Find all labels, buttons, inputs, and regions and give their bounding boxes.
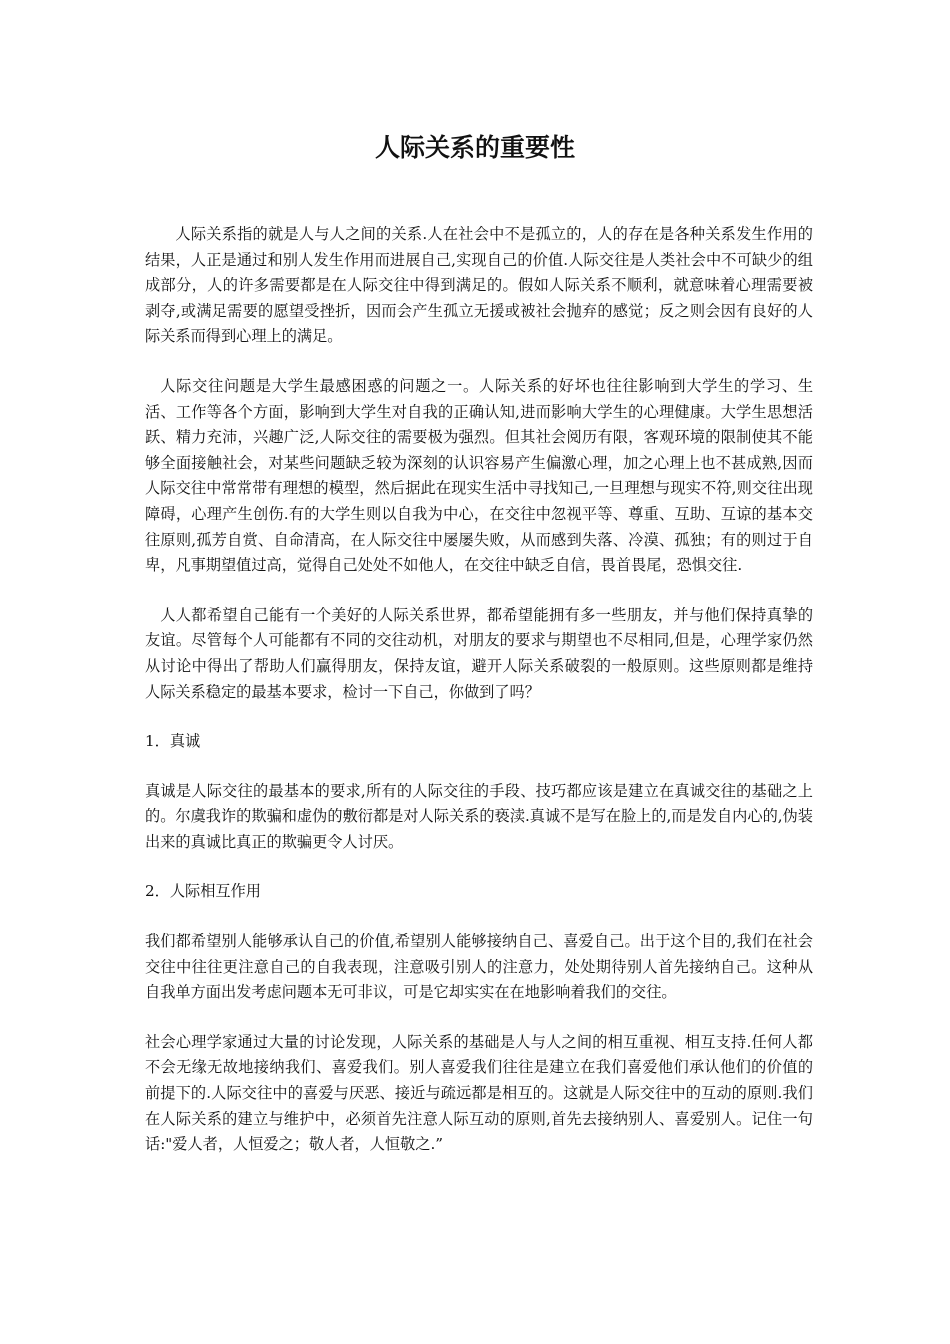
document-title: 人际关系的重要性 xyxy=(374,133,575,162)
paragraph-interaction-1: 我们都希望别人能够承认自己的价值,希望别人能够接纳自己、喜爱自己。出于这个目的,我们在社会交往中往往更注意自己的自我表现，注意吸引别人的注意力，处处期待别人首先接纳自己。这种从自我单方面出发考虑问题本无可非议，可是它却实实在在地影响着我们的交往。 xyxy=(145,932,813,1002)
section-heading-interaction: 2．人际相互作用 xyxy=(145,882,261,901)
section-heading-sincerity: 1．真诚 xyxy=(145,732,201,751)
paragraph-students: 人际交往问题是大学生最感困惑的问题之一。人际关系的好坏也往往影响到大学生的学习、生活、工作等各个方面，影响到大学生对自我的正确认知,进而影响大学生的心理健康。大学生思想活跃、精力充沛，兴趣广泛,人际交往的需要极为强烈。但其社会阅历有限，客观环境的限制使其不能够全面接触社会，对某些问题缺乏较为深刻的认识容易产生偏激心理，加之心理上也不甚成熟,因而人际交往中常常带有理想的模型，然后据此在现实生活中寻找知己,一旦理想与现实不符,则交往出现障碍，心理产生创伤.有的大学生则以自我为中心，在交往中忽视平等、尊重、互助、互谅的基本交往原则,孤芳自赏、自命清高，在人际交往中屡屡失败，从而感到失落、冷漠、孤独；有的则过于自卑，凡事期望值过高，觉得自己处处不如他人，在交往中缺乏自信，畏首畏尾，恐惧交往. xyxy=(145,376,813,575)
paragraph-sincerity: 真诚是人际交往的最基本的要求,所有的人际交往的手段、技巧都应该是建立在真诚交往的基础之上的。尔虞我诈的欺骗和虚伪的敷衍都是对人际关系的亵渎.真诚不是写在脸上的,而是发自内心的,伪装出来的真诚比真正的欺骗更令人讨厌。 xyxy=(145,781,813,851)
paragraph-intro: 人际关系指的就是人与人之间的关系.人在社会中不是孤立的，人的存在是各种关系发生作用的结果，人正是通过和别人发生作用而进展自己,实现自己的价值.人际交往是人类社会中不可缺少的组成部分，人的许多需要都是在人际交往中得到满足的。假如人际关系不顺利，就意味着心理需要被剥夺,或满足需要的愿望受挫折，因而会产生孤立无援或被社会抛弃的感觉；反之则会因有良好的人际关系而得到心理上的满足。 xyxy=(145,225,813,346)
paragraph-interaction-2: 社会心理学家通过大量的讨论发现，人际关系的基础是人与人之间的相互重视、相互支持.任何人都不会无缘无故地接纳我们、喜爱我们。别人喜爱我们往往是建立在我们喜爱他们承认他们的价值的前提下的.人际交往中的喜爱与厌恶、接近与疏远都是相互的。这就是人际交往中的互动的原则.我们在人际关系的建立与维护中，必须首先注意人际互动的原则,首先去接纳别人、喜爱别人。记住一句话:"爱人者，人恒爱之；敬人者，人恒敬之.” xyxy=(145,1032,813,1154)
paragraph-principles: 人人都希望自己能有一个美好的人际关系世界，都希望能拥有多一些朋友，并与他们保持真挚的友谊。尽管每个人可能都有不同的交往动机，对朋友的要求与期望也不尽相同,但是，心理学家仍然从讨论中得出了帮助人们赢得朋友，保持友谊，避开人际关系破裂的一般原则。这些原则都是维持人际关系稳定的最基本要求，检讨一下自己，你做到了吗？ xyxy=(145,605,813,701)
document-body xyxy=(145,222,813,1182)
